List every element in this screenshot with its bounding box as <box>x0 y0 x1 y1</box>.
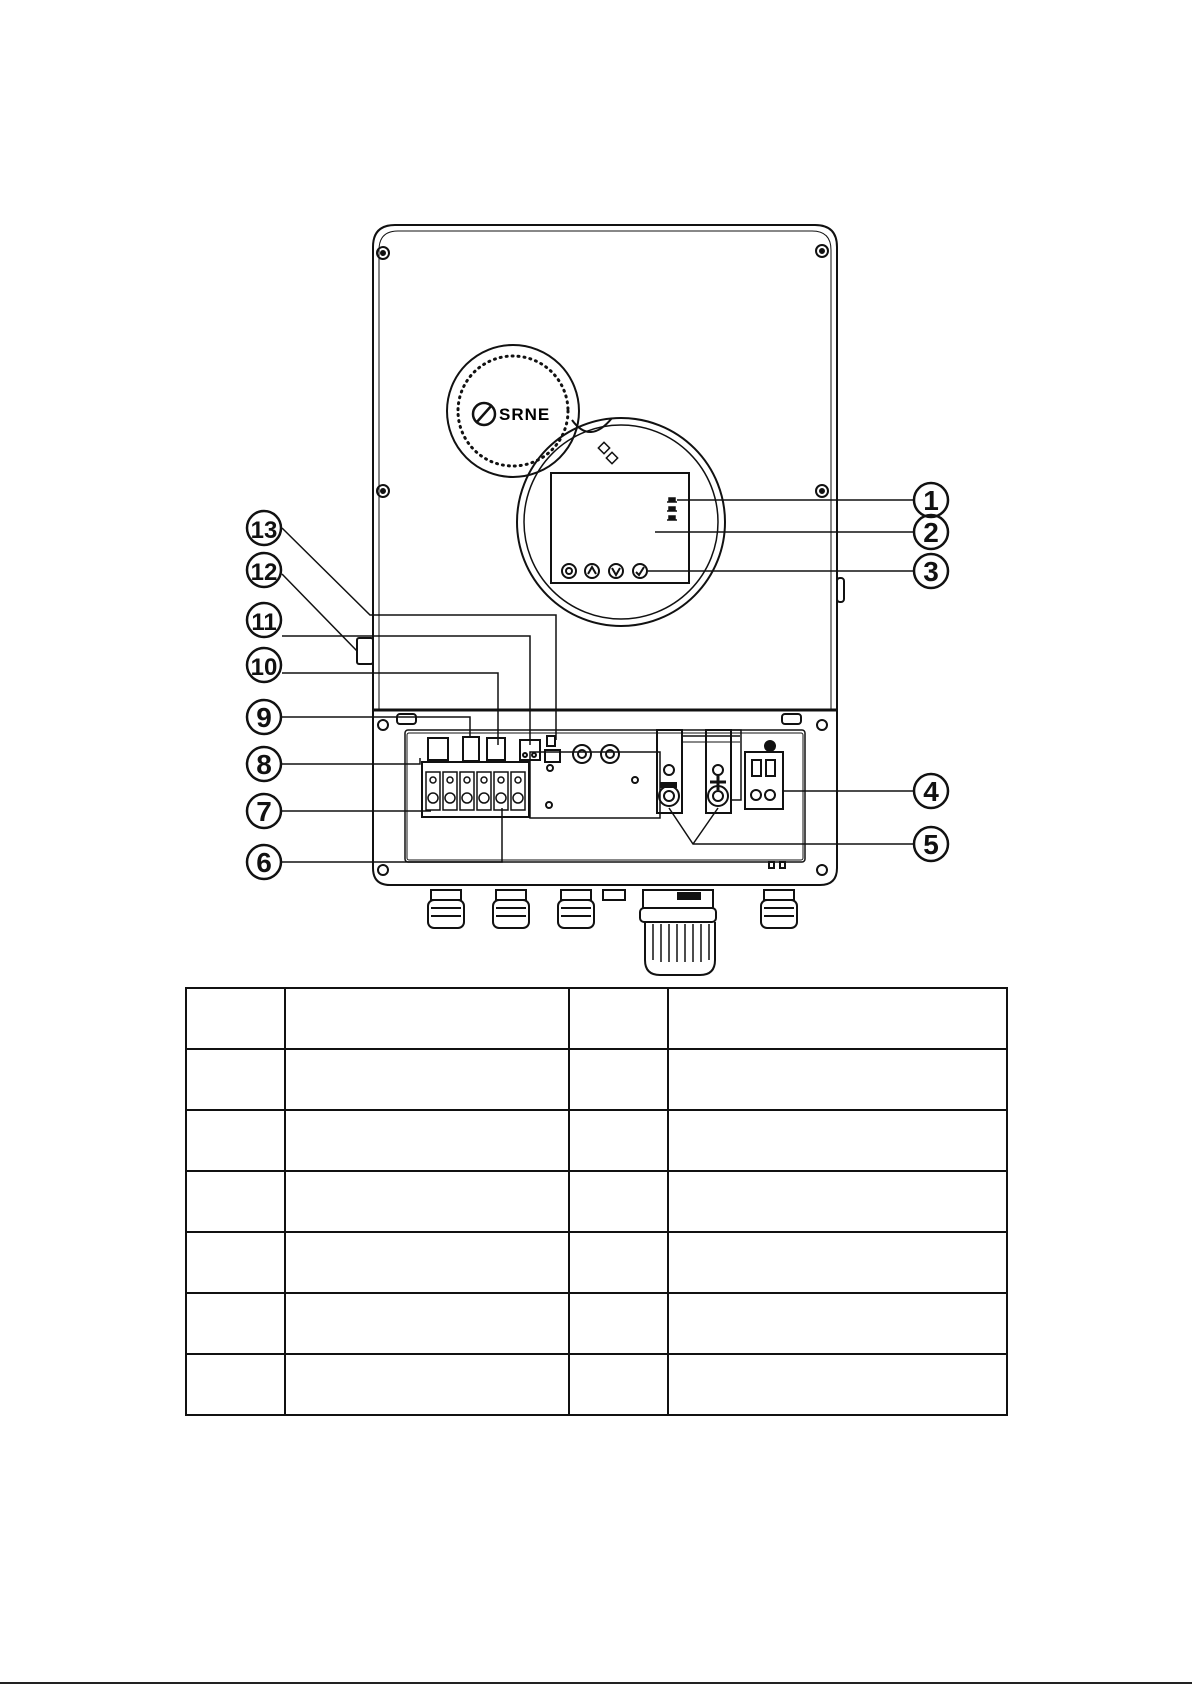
table-cell <box>668 988 1007 1049</box>
table-cell <box>668 1049 1007 1110</box>
brand-logo-icon <box>473 403 495 425</box>
menu-button-icon[interactable] <box>562 564 576 578</box>
callout-7: 7 <box>256 796 272 827</box>
callout-5: 5 <box>923 829 939 860</box>
table-cell <box>285 988 569 1049</box>
pv-terminal-block <box>745 752 783 809</box>
table-cell <box>285 1049 569 1110</box>
enter-button-icon[interactable] <box>633 564 647 578</box>
display-panel <box>517 418 725 626</box>
table-cell <box>186 1293 285 1354</box>
table-cell <box>285 1232 569 1293</box>
side-switch <box>837 578 844 602</box>
page-bottom-rule <box>0 1682 1192 1684</box>
table-row <box>186 1171 1007 1232</box>
brand-mark-icon <box>598 442 617 463</box>
up-button-icon[interactable] <box>585 564 599 578</box>
callout-11: 11 <box>251 609 277 636</box>
table-cell <box>569 988 668 1049</box>
vent-plug <box>603 890 625 900</box>
table-cell <box>569 1232 668 1293</box>
table-cell <box>285 1354 569 1415</box>
table-cell <box>569 1110 668 1171</box>
callout-1: 1 <box>923 485 939 516</box>
table-cell <box>668 1232 1007 1293</box>
cable-gland-icon <box>761 890 797 928</box>
table-cell <box>186 1171 285 1232</box>
down-button-icon[interactable] <box>609 564 623 578</box>
brand-name: SRNE <box>499 405 551 424</box>
table-row <box>186 1110 1007 1171</box>
table-row <box>186 1293 1007 1354</box>
cable-gland-icon <box>428 890 464 928</box>
screw-icon <box>816 245 828 257</box>
callout-9: 9 <box>256 702 272 733</box>
table-cell <box>668 1354 1007 1415</box>
table-cell <box>186 1049 285 1110</box>
table-cell <box>569 1171 668 1232</box>
table-row <box>186 988 1007 1049</box>
table-cell <box>186 1354 285 1415</box>
table-cell <box>186 988 285 1049</box>
callout-2: 2 <box>923 517 939 548</box>
screw-icon <box>816 485 828 497</box>
cable-gland-icon <box>558 890 594 928</box>
parts-table <box>185 987 1008 1416</box>
ac-terminal-block <box>422 762 529 817</box>
table-cell <box>285 1110 569 1171</box>
callout-4: 4 <box>923 776 939 807</box>
table-cell <box>668 1293 1007 1354</box>
indicator-led-icon <box>667 498 677 520</box>
table-cell <box>569 1354 668 1415</box>
table-row <box>186 1049 1007 1110</box>
table-cell <box>569 1293 668 1354</box>
table-cell <box>285 1171 569 1232</box>
table-cell <box>285 1293 569 1354</box>
table-row <box>186 1232 1007 1293</box>
callout-6: 6 <box>256 847 272 878</box>
table-cell <box>668 1171 1007 1232</box>
callout-8: 8 <box>256 749 272 780</box>
callout-12: 12 <box>250 559 278 586</box>
table-cell <box>668 1110 1007 1171</box>
callout-3: 3 <box>923 556 939 587</box>
side-port <box>357 638 373 664</box>
table-cell <box>186 1110 285 1171</box>
callout-13: 13 <box>250 517 278 544</box>
table-cell <box>569 1049 668 1110</box>
callout-10: 10 <box>250 654 278 681</box>
inverter-housing <box>373 225 837 710</box>
table-cell <box>186 1232 285 1293</box>
table-row <box>186 1354 1007 1415</box>
cable-gland-icon <box>493 890 529 928</box>
large-cable-gland-icon <box>640 890 716 975</box>
